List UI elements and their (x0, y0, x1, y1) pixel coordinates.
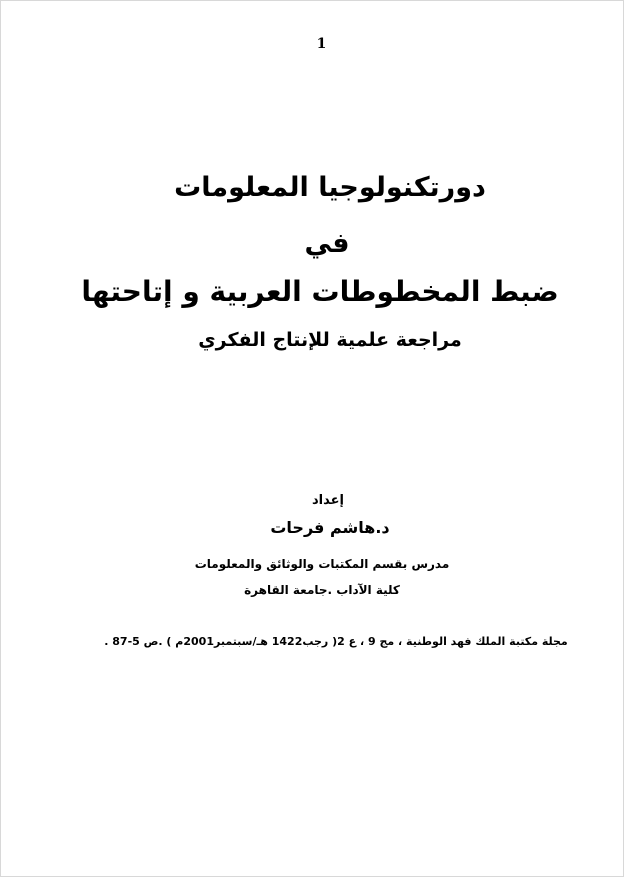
page-number: 1 (316, 36, 327, 52)
subtitle: مراجعة علمية للإنتاج الفكري (198, 329, 462, 351)
author-name: د.هاشم فرحات (270, 518, 390, 537)
author-position: مدرس بقسم المكتبات والوثائق والمعلومات (194, 557, 450, 571)
title-line-2: في (304, 228, 350, 259)
author-faculty: كلية الآداب .جامعة القاهرة (244, 583, 400, 597)
prepared-by-label: إعداد (312, 493, 344, 508)
journal-citation: مجلة مكتبة الملك فهد الوطنية ، مج 9 ، ع 2( رجب1422 هـ/سبتمبر2001م ) .ص 5-87 . (104, 635, 568, 648)
title-line-3: ضبط المخطوطات العربية و إتاحتها (81, 275, 559, 308)
title-line-1: دورتكنولوجيا المعلومات (174, 172, 486, 203)
